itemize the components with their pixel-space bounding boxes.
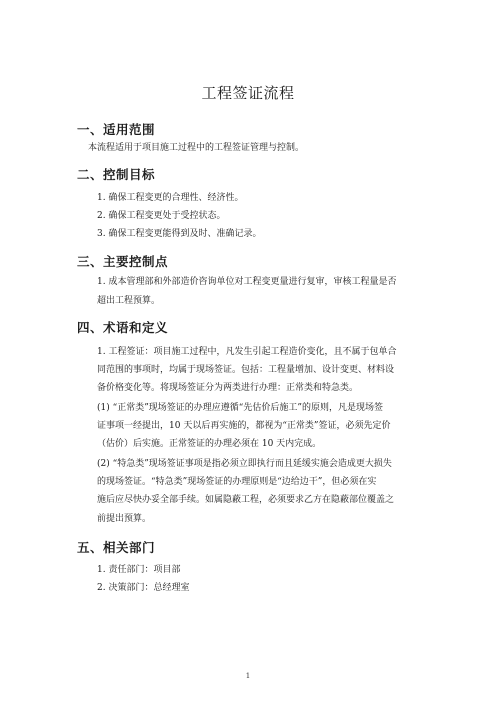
paragraph-line: 前提出预算。	[97, 514, 152, 524]
section-heading-departments: 五、相关部门	[77, 540, 156, 555]
list-item: 2. 确保工程变更处于受控状态。	[97, 211, 226, 221]
page-number: 1	[245, 672, 251, 680]
paragraph-line: (1) “正常类”现场签证的办理应遵循“先估价后施工”的原则，凡是现场签	[97, 403, 384, 413]
paragraph-line: 施后应尽快办妥全部手续。如属隐蔽工程，必须要求乙方在隐蔽部位覆盖之	[97, 495, 395, 505]
document-title: 工程签证流程	[201, 84, 295, 102]
list-item: 2. 决策部门：总经理室	[97, 583, 190, 593]
paragraph-line: 本流程适用于项目施工过程中的工程签证管理与控制。	[88, 143, 305, 153]
section-heading-control-points: 三、主要控制点	[77, 254, 169, 269]
section-heading-objectives: 二、控制目标	[77, 167, 156, 182]
paragraph-line: 同范围的事项时，均属于现场签证。包括：工程量增加、设计变更、材料设	[97, 365, 395, 375]
section-heading-definitions: 四、术语和定义	[77, 320, 169, 335]
list-item: 3. 确保工程变更能得到及时、准确记录。	[97, 229, 262, 239]
paragraph-line: 1. 工程签证：项目施工过程中，凡发生引起工程造价变化，且不属于包单合	[97, 347, 397, 357]
list-item: 1. 确保工程变更的合理性、经济性。	[97, 193, 244, 203]
paragraph-line: (2) “特急类”现场签证事项是指必须立即执行而且延缓实施会造成更大损失	[97, 459, 392, 469]
paragraph-line: （估价）后实施。正常签证的办理必须在 10 天内完成。	[97, 439, 322, 449]
paragraph-line: 的现场签证。“特急类”现场签证的办理原则是“边给边干”，但必须在实	[97, 477, 377, 487]
list-item: 1. 责任部门：项目部	[97, 565, 181, 575]
paragraph-line: 超出工程预算。	[97, 296, 161, 306]
paragraph-line: 1. 成本管理部和外部造价咨询单位对工程变更量进行复审，审核工程量是否	[97, 277, 397, 287]
paragraph-line: 证事项一经提出，10 天以后再实施的，都视为“正常类”签证，必须先定价	[97, 421, 391, 431]
section-heading-scope: 一、适用范围	[77, 122, 156, 137]
paragraph-line: 备价格变化等。将现场签证分为两类进行办理：正常类和特急类。	[97, 383, 359, 393]
